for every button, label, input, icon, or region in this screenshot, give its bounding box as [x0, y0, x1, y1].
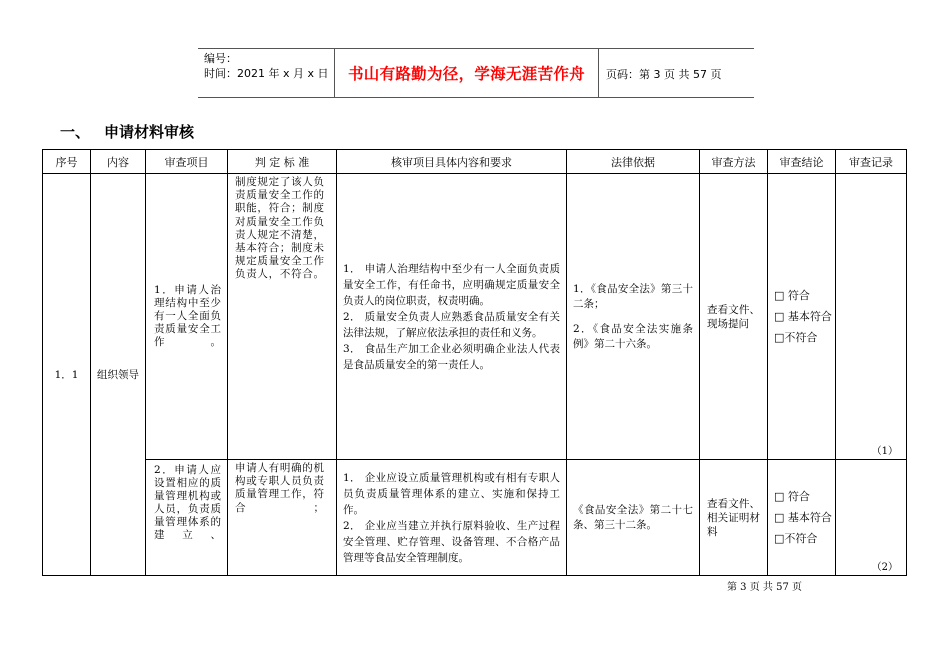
row-conclusion [768, 174, 836, 460]
header-left [204, 51, 329, 81]
conclusion-basic-compliant-checkbox[interactable]: □ 基本符合 [774, 511, 832, 524]
row-law: 《食品安全法》第二十七条、第三十二条。 [567, 460, 700, 576]
row-seq: 1．1 [43, 174, 91, 576]
table-row [43, 174, 907, 460]
requirement-line: 1． 企业应设立质量管理机构或有相有专职人员负责质量管理体系的建立、实施和保持工作。 [343, 471, 560, 516]
row-record: （1） [836, 174, 907, 460]
row-item: 2．申请人应设置相应的质量管理机构或人员，负责质量管理体系的建立、 [146, 460, 228, 576]
conclusion-noncompliant-checkbox[interactable]: □不符合 [774, 331, 818, 344]
header-criteria: 判 定 标 准 [228, 150, 337, 174]
header-seq: 序号 [43, 150, 91, 174]
header-requirements: 核审项目具体内容和要求 [337, 150, 567, 174]
row-conclusion [768, 460, 836, 576]
conclusion-basic-compliant-checkbox[interactable]: □ 基本符合 [774, 310, 832, 323]
row-criteria: 制度规定了该人负责质量安全工作的职能，符合；制度对质量安全工作负责人规定不清楚，基本符合；制度未规定质量安全工作负责人，不符合。 [228, 174, 337, 460]
row-item: 1．申请人治理结构中至少有一人全面负责质量安全工作。 [146, 174, 228, 460]
conclusion-noncompliant-checkbox[interactable]: □不符合 [774, 532, 818, 545]
header-content: 内容 [91, 150, 146, 174]
section-heading [60, 121, 194, 142]
law-line: 1．《食品安全法》第三十二条； [573, 282, 693, 310]
conclusion-compliant-checkbox[interactable]: □ 符合 [774, 289, 810, 302]
section-title: 申请材料审核 [104, 123, 195, 141]
section-number: 一、 [60, 123, 91, 141]
document-time-label: 时间：2021 年 x 月 x 日 [204, 67, 329, 80]
row-criteria: 申请人有明确的机构或专职人员负责质量管理工作，符合； [228, 460, 337, 576]
row-law [567, 174, 700, 460]
row-requirements [337, 460, 567, 576]
requirement-line: 1． 申请人治理结构中至少有一人全面负责质量安全工作，有任命书，应明确规定质量安全负责人的岗位职责，权责明确。 [343, 262, 560, 307]
requirement-line: 3． 食品生产加工企业必须明确企业法人代表是食品质量安全的第一责任人。 [343, 342, 560, 371]
header-law: 法律依据 [567, 150, 700, 174]
table-row [43, 460, 907, 576]
row-content: 组织领导 [91, 174, 146, 576]
header-record: 审查记录 [836, 150, 907, 174]
conclusion-compliant-checkbox[interactable]: □ 符合 [774, 490, 810, 503]
row-method: 查看文件、现场提问 [700, 174, 768, 460]
header-item: 审查项目 [146, 150, 228, 174]
requirement-line: 2． 质量安全负责人应熟悉食品质量安全有关法律法规，了解应依法承担的责任和义务。 [343, 310, 560, 339]
row-requirements [337, 174, 567, 460]
document-header [198, 48, 754, 98]
review-table [42, 149, 907, 576]
header-motto: 书山有路勤为径，学海无涯苦作舟 [334, 49, 599, 97]
row-method: 查看文件、相关证明材料 [700, 460, 768, 576]
page-footer: 第 3 页 共 57 页 [727, 582, 802, 593]
document-number-label: 编号： [204, 52, 237, 65]
row-record: （2） [836, 460, 907, 576]
header-method: 审查方法 [700, 150, 768, 174]
table-header-row [43, 150, 907, 174]
header-conclusion: 审查结论 [768, 150, 836, 174]
header-page-label: 页码：第 3 页 共 57 页 [606, 68, 722, 81]
law-line: 2．《食品安全法实施条例》第二十六条。 [573, 322, 693, 350]
requirement-line: 2． 企业应当建立并执行原料验收、生产过程安全管理、贮存管理、设备管理、不合格产品管理等食品安全管理制度。 [343, 519, 560, 564]
